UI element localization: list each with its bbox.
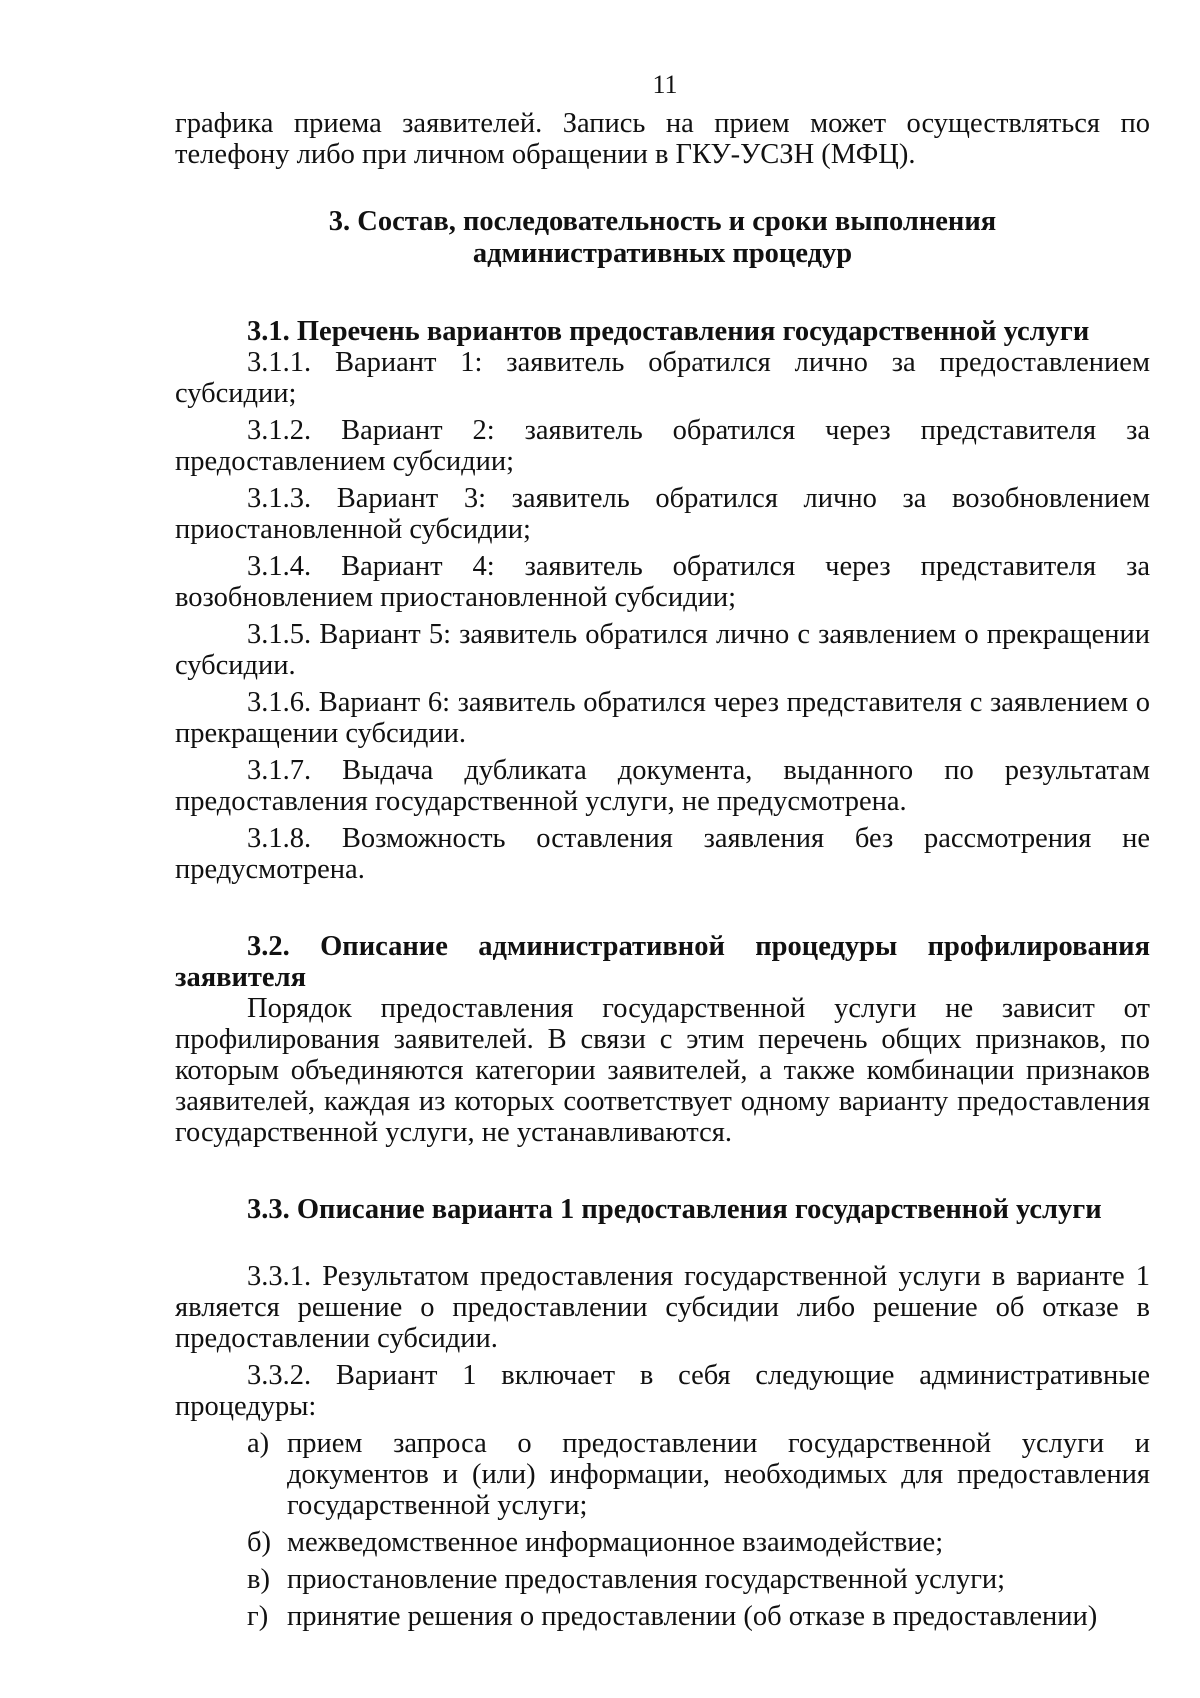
section-3-title-line-2: административных процедур	[472, 238, 853, 269]
section-3-3-1-paragraph: 3.3.1. Результатом предоставления государственной услуги в варианте 1 является решение о предоставлении субсидии либо решение об отказе в предоставлении субсидии.	[175, 1261, 1150, 1354]
list-item-3-1-4: 3.1.4. Вариант 4: заявитель обратился через представителя за возобновлением приостановленной субсидии;	[175, 551, 1150, 613]
section-3-title-line-1: 3. Состав, последовательность и сроки выполнения	[328, 206, 997, 237]
document-body	[175, 108, 1150, 1632]
procedure-item-a	[175, 1428, 1150, 1521]
list-item-3-1-2: 3.1.2. Вариант 2: заявитель обратился через представителя за предоставлением субсидии;	[175, 415, 1150, 477]
section-3-heading	[175, 206, 1150, 270]
list-item-3-1-8: 3.1.8. Возможность оставления заявления без рассмотрения не предусмотрена.	[175, 823, 1150, 885]
section-3-3-2-paragraph: 3.3.2. Вариант 1 включает в себя следующие административные процедуры:	[175, 1360, 1150, 1422]
list-item-3-1-3: 3.1.3. Вариант 3: заявитель обратился лично за возобновлением приостановленной субсидии;	[175, 483, 1150, 545]
procedure-item-g	[175, 1601, 1150, 1632]
list-item-3-1-6: 3.1.6. Вариант 6: заявитель обратился через представителя с заявлением о прекращении субсидии.	[175, 687, 1150, 749]
procedure-text-v: приостановление предоставления государственной услуги;	[287, 1564, 1006, 1595]
section-3-2-text: Порядок предоставления государственной услуги не зависит от профилирования заявителей. В связи с этим перечень общих признаков, по которым объединяются категории заявителей, а также комбинации признаков заявителей, каждая из которых соответствует одному варианту предоставления государственной услуги, не устанавливаются.	[175, 993, 1150, 1148]
procedure-marker-g: г)	[247, 1601, 269, 1632]
procedure-text-b: межведомственное информационное взаимодействие;	[287, 1527, 944, 1558]
intro-paragraph: графика приема заявителей. Запись на прием может осуществляться по телефону либо при личном обращении в ГКУ-УСЗН (МФЦ).	[175, 108, 1150, 170]
section-3-1-title: 3.1. Перечень вариантов предоставления государственной услуги	[247, 316, 1090, 347]
procedure-item-v	[175, 1564, 1150, 1595]
list-item-3-1-1: 3.1.1. Вариант 1: заявитель обратился лично за предоставлением субсидии;	[175, 347, 1150, 409]
page-number: 11	[652, 70, 678, 99]
procedure-item-b	[175, 1527, 1150, 1558]
procedure-text-a: прием запроса о предоставлении государственной услуги и документов и (или) информации, необходимых для предоставления государственной услуги;	[287, 1428, 1150, 1521]
procedure-marker-v: в)	[247, 1564, 270, 1595]
procedure-marker-a: а)	[247, 1428, 270, 1459]
list-item-3-1-7: 3.1.7. Выдача дубликата документа, выданного по результатам предоставления государственной услуги, не предусмотрена.	[175, 755, 1150, 817]
list-item-3-1-5: 3.1.5. Вариант 5: заявитель обратился лично с заявлением о прекращении субсидии.	[175, 619, 1150, 681]
procedure-marker-b: б)	[247, 1527, 271, 1558]
section-3-3-title: 3.3. Описание варианта 1 предоставления государственной услуги	[247, 1194, 1102, 1225]
procedure-text-g: принятие решения о предоставлении (об отказе в предоставлении)	[287, 1601, 1098, 1632]
section-3-2-title: 3.2. Описание административной процедуры профилирования заявителя	[175, 931, 1150, 993]
